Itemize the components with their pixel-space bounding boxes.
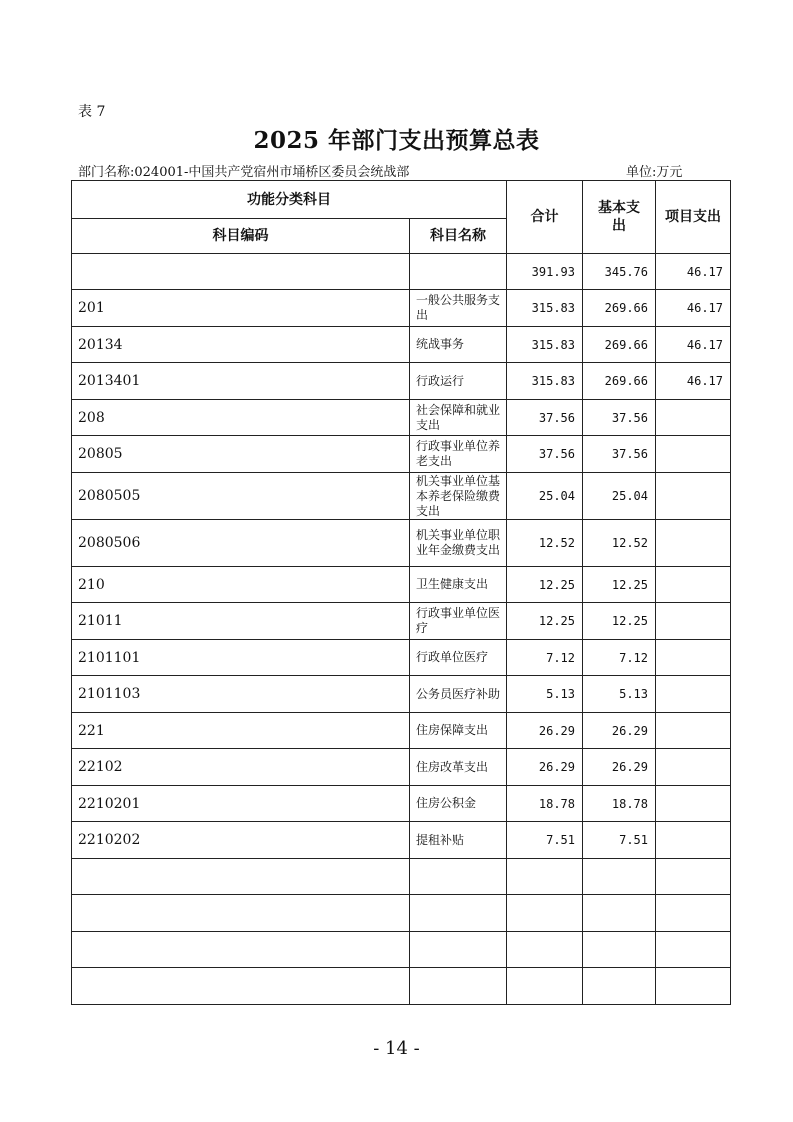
project-expense-cell — [656, 520, 731, 567]
project-expense-cell — [656, 640, 731, 676]
total-cell — [507, 968, 583, 1005]
basic-expense-cell: 7.12 — [583, 640, 656, 676]
project-expense-cell — [656, 713, 731, 749]
subject-code-cell: 2080506 — [72, 520, 410, 567]
project-expense-cell — [656, 822, 731, 859]
project-expense-cell — [656, 859, 731, 895]
unit-label: 单位:万元 — [626, 165, 683, 180]
total-cell: 26.29 — [507, 713, 583, 749]
table-row — [72, 713, 731, 749]
table-row — [72, 676, 731, 713]
total-cell: 12.52 — [507, 520, 583, 567]
subject-name-cell: 行政事业单位医疗 — [410, 603, 507, 640]
project-expense-cell — [656, 895, 731, 932]
subject-code-cell — [72, 968, 410, 1005]
subject-code-cell: 208 — [72, 400, 410, 436]
subject-name-cell — [410, 932, 507, 968]
table-row — [72, 786, 731, 822]
subject-name-cell: 统战事务 — [410, 327, 507, 363]
basic-expense-cell: 269.66 — [583, 327, 656, 363]
table-label: 表 7 — [78, 104, 106, 120]
header-name: 科目名称 — [410, 219, 507, 254]
subject-code-cell: 221 — [72, 713, 410, 749]
project-expense-cell: 46.17 — [656, 363, 731, 400]
subject-code-cell: 2080505 — [72, 473, 410, 520]
subject-code-cell: 210 — [72, 567, 410, 603]
total-cell — [507, 895, 583, 932]
header-code: 科目编码 — [72, 219, 410, 254]
subject-code-cell: 21011 — [72, 603, 410, 640]
total-cell: 37.56 — [507, 436, 583, 473]
total-cell: 5.13 — [507, 676, 583, 713]
header-total: 合计 — [507, 181, 583, 254]
basic-expense-cell — [583, 932, 656, 968]
project-expense-cell — [656, 603, 731, 640]
subject-code-cell: 2101101 — [72, 640, 410, 676]
total-cell: 18.78 — [507, 786, 583, 822]
subject-name-cell — [410, 968, 507, 1005]
subject-code-cell — [72, 254, 410, 290]
table-row — [72, 859, 731, 895]
total-cell: 315.83 — [507, 327, 583, 363]
table-row — [72, 749, 731, 786]
table-row — [72, 290, 731, 327]
table-row — [72, 968, 731, 1005]
subject-name-cell: 机关事业单位基本养老保险缴费支出 — [410, 473, 507, 520]
table-row — [72, 932, 731, 968]
subject-name-cell: 公务员医疗补助 — [410, 676, 507, 713]
subject-name-cell: 行政事业单位养老支出 — [410, 436, 507, 473]
subject-name-cell: 提租补贴 — [410, 822, 507, 859]
total-cell: 315.83 — [507, 363, 583, 400]
project-expense-cell — [656, 968, 731, 1005]
subject-code-cell: 2210202 — [72, 822, 410, 859]
basic-expense-cell: 12.52 — [583, 520, 656, 567]
project-expense-cell — [656, 567, 731, 603]
page-number: - 14 - — [373, 1038, 420, 1059]
header-classification: 功能分类科目 — [72, 181, 507, 219]
subject-name-cell: 行政运行 — [410, 363, 507, 400]
subject-code-cell — [72, 895, 410, 932]
subject-name-cell — [410, 254, 507, 290]
table-row — [72, 473, 731, 520]
table-row — [72, 327, 731, 363]
subject-code-cell: 2210201 — [72, 786, 410, 822]
basic-expense-cell: 37.56 — [583, 436, 656, 473]
project-expense-cell — [656, 932, 731, 968]
subject-name-cell: 机关事业单位职业年金缴费支出 — [410, 520, 507, 567]
subject-name-cell: 行政单位医疗 — [410, 640, 507, 676]
subject-code-cell — [72, 932, 410, 968]
basic-expense-cell: 26.29 — [583, 749, 656, 786]
budget-table — [71, 180, 731, 1005]
total-cell: 37.56 — [507, 400, 583, 436]
subject-code-cell: 20805 — [72, 436, 410, 473]
total-cell: 12.25 — [507, 567, 583, 603]
subject-name-cell: 住房改革支出 — [410, 749, 507, 786]
subject-code-cell: 2013401 — [72, 363, 410, 400]
department-name: 部门名称:024001-中国共产党宿州市埇桥区委员会统战部 — [78, 165, 410, 180]
total-cell — [507, 932, 583, 968]
table-row — [72, 603, 731, 640]
total-cell: 7.51 — [507, 822, 583, 859]
subject-code-cell: 22102 — [72, 749, 410, 786]
project-expense-cell — [656, 676, 731, 713]
basic-expense-cell: 345.76 — [583, 254, 656, 290]
project-expense-cell: 46.17 — [656, 290, 731, 327]
subject-code-cell: 201 — [72, 290, 410, 327]
table-row — [72, 400, 731, 436]
project-expense-cell — [656, 786, 731, 822]
total-cell: 12.25 — [507, 603, 583, 640]
project-expense-cell: 46.17 — [656, 254, 731, 290]
table-row — [72, 520, 731, 567]
project-expense-cell: 46.17 — [656, 327, 731, 363]
total-cell: 25.04 — [507, 473, 583, 520]
page-title: 2025 年部门支出预算总表 — [253, 127, 540, 154]
subject-name-cell: 卫生健康支出 — [410, 567, 507, 603]
table-row — [72, 254, 731, 290]
subject-code-cell: 2101103 — [72, 676, 410, 713]
subject-name-cell: 住房公积金 — [410, 786, 507, 822]
basic-expense-cell — [583, 895, 656, 932]
total-cell — [507, 859, 583, 895]
header-basic: 基本支出 — [583, 181, 656, 254]
basic-expense-cell: 37.56 — [583, 400, 656, 436]
subject-name-cell: 一般公共服务支出 — [410, 290, 507, 327]
table-row — [72, 640, 731, 676]
table-row — [72, 567, 731, 603]
basic-expense-cell — [583, 859, 656, 895]
project-expense-cell — [656, 473, 731, 520]
subject-name-cell — [410, 895, 507, 932]
basic-expense-cell: 269.66 — [583, 290, 656, 327]
subject-code-cell — [72, 859, 410, 895]
subject-name-cell — [410, 859, 507, 895]
table-row — [72, 363, 731, 400]
subject-name-cell: 社会保障和就业支出 — [410, 400, 507, 436]
total-cell: 391.93 — [507, 254, 583, 290]
project-expense-cell — [656, 749, 731, 786]
table-row — [72, 822, 731, 859]
subject-code-cell: 20134 — [72, 327, 410, 363]
table-row — [72, 436, 731, 473]
basic-expense-cell: 18.78 — [583, 786, 656, 822]
total-cell: 26.29 — [507, 749, 583, 786]
project-expense-cell — [656, 400, 731, 436]
basic-expense-cell: 5.13 — [583, 676, 656, 713]
project-expense-cell — [656, 436, 731, 473]
basic-expense-cell: 7.51 — [583, 822, 656, 859]
basic-expense-cell: 12.25 — [583, 603, 656, 640]
basic-expense-cell: 26.29 — [583, 713, 656, 749]
basic-expense-cell: 25.04 — [583, 473, 656, 520]
total-cell: 315.83 — [507, 290, 583, 327]
basic-expense-cell — [583, 968, 656, 1005]
basic-expense-cell: 12.25 — [583, 567, 656, 603]
header-project: 项目支出 — [656, 181, 731, 254]
table-row — [72, 895, 731, 932]
total-cell: 7.12 — [507, 640, 583, 676]
subject-name-cell: 住房保障支出 — [410, 713, 507, 749]
basic-expense-cell: 269.66 — [583, 363, 656, 400]
